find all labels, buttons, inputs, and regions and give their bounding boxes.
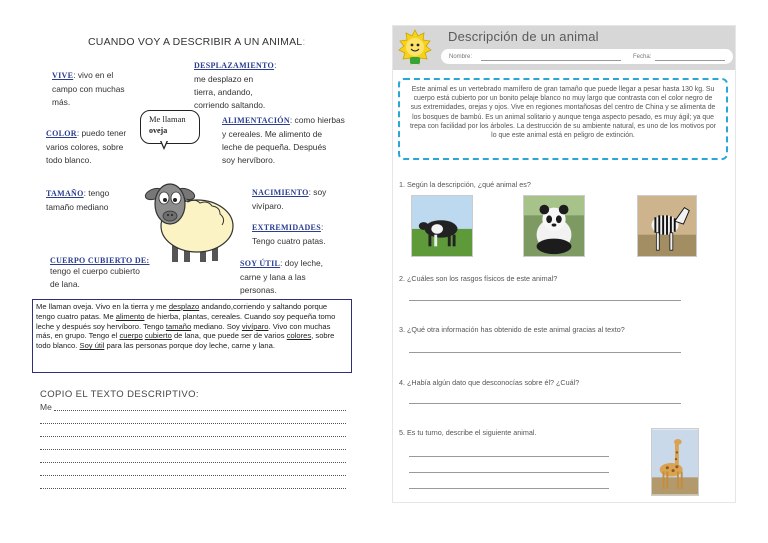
- cow-photo[interactable]: [411, 195, 473, 257]
- panda-photo[interactable]: [523, 195, 585, 257]
- color-block: COLOR: puedo tener varios colores, sobre todo blanco.: [46, 128, 127, 165]
- zebra-photo[interactable]: [637, 195, 697, 257]
- question-5: 5. Es tu turno, describe el siguiente animal.: [399, 428, 537, 437]
- copy-line[interactable]: [40, 475, 346, 476]
- extremidades-block: EXTREMIDADES: Tengo cuatro patas.: [252, 222, 326, 246]
- answer-line[interactable]: [409, 300, 681, 301]
- question-3: 3. ¿Qué otra información has obtenido de este animal gracias al texto?: [399, 325, 625, 334]
- name-date-bar: [441, 49, 733, 64]
- util-block: SOY ÚTIL: doy leche, carne y lana a las personas.: [240, 258, 323, 295]
- answer-line[interactable]: [409, 472, 609, 473]
- speech-bubble: Me llaman oveja: [140, 110, 200, 144]
- giraffe-photo[interactable]: [651, 428, 699, 496]
- nacimiento-block: NACIMIENTO: soy vivíparo.: [252, 187, 327, 211]
- question-2: 2. ¿Cuáles son los rasgos físicos de este animal?: [399, 274, 558, 283]
- sheep-illustration: [134, 166, 236, 266]
- answer-line[interactable]: [409, 352, 681, 353]
- copy-line[interactable]: [40, 423, 346, 424]
- fecha-label: Fecha:: [633, 54, 652, 60]
- question-4: 4. ¿Había algún dato que desconocías sobre él? ¿Cuál?: [399, 378, 580, 387]
- answer-line[interactable]: [409, 403, 681, 404]
- answer-line[interactable]: [409, 456, 609, 457]
- fecha-field[interactable]: [655, 60, 725, 61]
- copy-line[interactable]: [54, 410, 346, 411]
- copy-line[interactable]: [40, 462, 346, 463]
- descriptive-text-box: Me llaman oveja. Vivo en la tierra y me desplazo andando,corriendo y saltando porque tengo cuatro patas. Me alimento de hierba, plantas, cereales. Cuando soy pequeña tomo leche y después soy hervíboro. Tengo tamaño mediano. Soy vivíparo. Vivo con muchas más, en grupo. Tengo el cuerpo cubierto de lana, que puede ser de varios colores, sobre todo blanco. Soy útil para las personas porque doy leche, carne y lana.: [32, 299, 352, 373]
- question-1: 1. Según la descripción, ¿qué animal es?: [399, 180, 531, 189]
- desplazamiento-block: DESPLAZAMIENTO: me desplazo en tierra, andando, corriendo saltando.: [194, 60, 277, 108]
- right-title: Descripción de un animal: [448, 29, 599, 44]
- mascot-icon: [397, 28, 433, 66]
- answer-line[interactable]: [409, 488, 609, 489]
- description-text-box: Este animal es un vertebrado mamífero de gran tamaño que puede llegar a pesar hasta 130 kg. Su cuerpo está cubierto por un bonito pelaje blanco no muy largo que contrasta con el color negro de sus extremidades, orejas y ojos. Vive en regiones montañosas del centro de China y se alimenta de los bosques de bambú. Es un animal solitario y aunque tenga aspecto pesado, es muy ágil; ya que trepa con facilidad por los árboles. La destrucción de su ambiente natural, es uno de los motivos por lo que este animal está en peligro de extinción.: [398, 78, 728, 160]
- right-worksheet: [392, 25, 736, 503]
- copy-line[interactable]: [40, 449, 346, 450]
- nombre-field[interactable]: [481, 60, 621, 61]
- vive-block: VIVE: vivo en el campo con muchas más.: [52, 70, 125, 107]
- left-title: CUANDO VOY A DESCRIBIR A UN ANIMAL:: [88, 36, 306, 48]
- copy-line[interactable]: [40, 488, 346, 489]
- alimentacion-block: ALIMENTACIÓN: como hierbas y cereales. Me alimento de leche de pequeña. Después soy hervíboro.: [222, 115, 345, 165]
- cuerpo-block: CUERPO CUBIERTO DE: tengo el cuerpo cubierto de lana.: [50, 256, 150, 289]
- copy-line[interactable]: [40, 436, 346, 437]
- nombre-label: Nombre:: [449, 54, 473, 60]
- copy-title: COPIO EL TEXTO DESCRIPTIVO:: [40, 389, 199, 400]
- tamano-block: TAMAÑO: tengo tamaño mediano: [46, 188, 110, 212]
- me-label: Me: [40, 402, 52, 412]
